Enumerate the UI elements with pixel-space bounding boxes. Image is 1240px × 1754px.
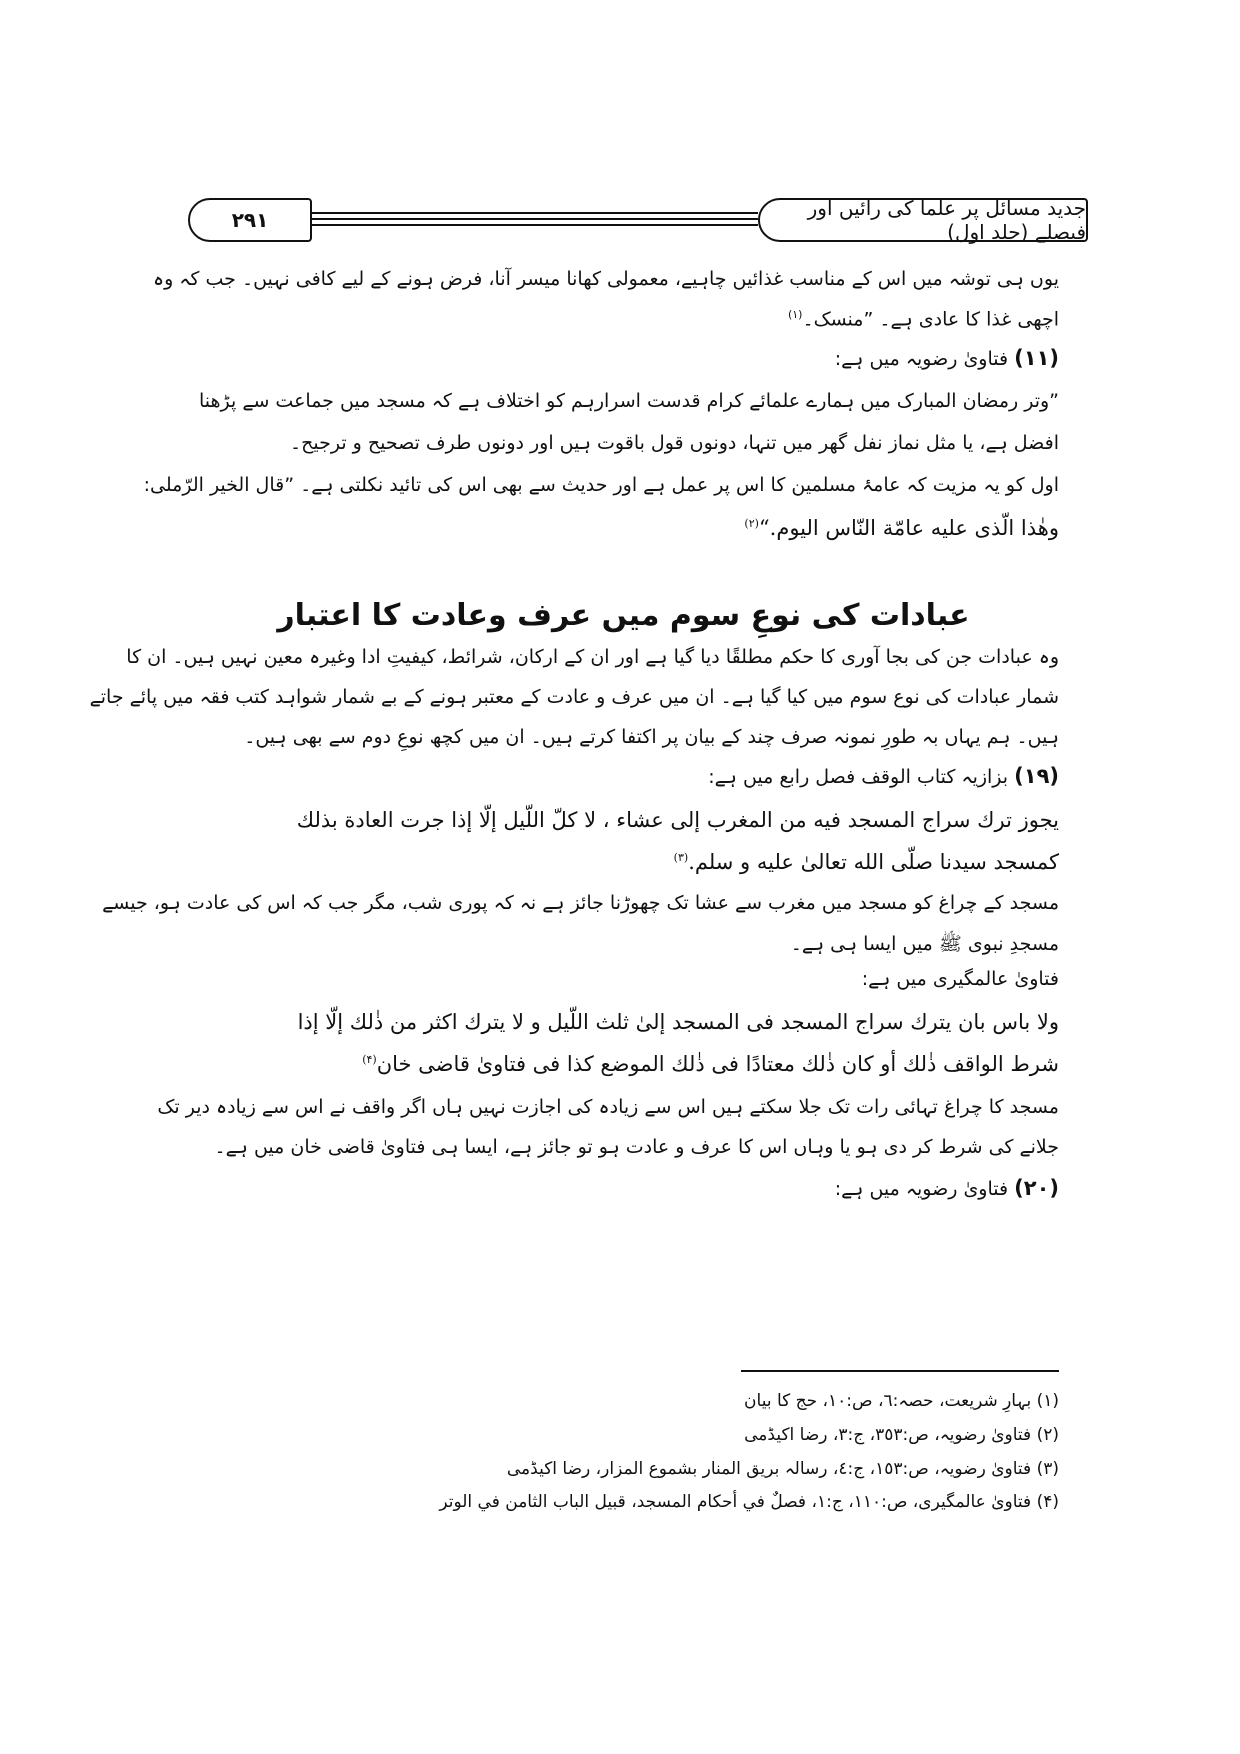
section-number: (۲۰) <box>1014 1176 1059 1200</box>
section-label: بزازیہ کتاب الوقف فصل رابع میں ہے: <box>708 766 1009 788</box>
arabic-line <box>744 516 1059 540</box>
section-label: فتاویٰ رضویہ میں ہے: <box>834 1178 1009 1200</box>
page-header <box>188 198 1088 244</box>
footnote-ref: (۱) <box>787 308 803 321</box>
text-line: مسجدِ نبوی ﷺ میں ایسا ہی ہے۔ <box>790 933 1059 955</box>
page-number: ۲۹۱ <box>188 198 312 242</box>
text-segment: کمسجد سیدنا صلّی الله تعالیٰ علیه و سلم. <box>688 850 1059 874</box>
footnote-ref: (۴) <box>362 1053 377 1066</box>
header-rule <box>312 212 758 214</box>
section-label-19 <box>708 764 1059 788</box>
arabic-line: یجوز ترك سراج المسجد فیه من المغرب إلی عشاء ، لا کلّ اللّیل إلّا إذا جرت العادة بذلك <box>296 808 1059 832</box>
section-number: (۱۹) <box>1014 764 1059 788</box>
footnote-ref: (۳) <box>673 851 689 864</box>
text-line: جلانے کی شرط کر دی ہو یا وہاں اس کا عرف و عادت ہو تو جائز ہے، ایسا ہی فتاویٰ قاضی خان میں ہے۔ <box>214 1136 1059 1158</box>
header-rule <box>312 218 758 220</box>
footnote: (۳) فتاویٰ رضویہ، ص:١٥٣، ج:٤، رسالہ بریق المنار بشموع المزار، رضا اکیڈمی <box>506 1459 1059 1479</box>
text-line: اول کو یہ مزیت کہ عامۂ مسلمین کا اس پر عمل ہے اور حدیث سے بھی اس کی تائید نکلتی ہے۔ ”قال الخیر الرّملی: <box>143 474 1059 496</box>
footnote: (۲) فتاویٰ رضویہ، ص:٣٥٣، ج:٣، رضا اکیڈمی <box>744 1425 1059 1445</box>
text-line: وہ عبادات جن کی بجا آوری کا حکم مطلقًا دیا گیا ہے اور ان کے ارکان، شرائط، کیفیتِ ادا وغیرہ معین نہیں ہیں۔ ان کا <box>126 646 1059 668</box>
arabic-line <box>674 850 1059 874</box>
footnote-divider <box>741 1370 1059 1372</box>
footnote: (۴) فتاویٰ عالمگیری، ص:١١٠، ج:١، فصلٌ في أحكام المسجد، قبيل الباب الثامن في الوتر <box>439 1492 1059 1512</box>
text-line: فتاویٰ عالمگیری میں ہے: <box>861 968 1059 990</box>
footnote: (۱) بہارِ شریعت، حصہ:٦، ص:١٠، حج کا بیان <box>744 1391 1059 1411</box>
section-label-20 <box>835 1176 1059 1200</box>
arabic-line: ولا باس بان یترك سراج المسجد فی المسجد إلیٰ ثلث اللّیل و لا یترك اکثر من ذٰلك إلّا إذا <box>297 1010 1059 1034</box>
text-segment: وھٰذا الّذی علیه عامّة النّاس الیوم.“ <box>758 516 1059 540</box>
text-line: افضل ہے، یا مثل نماز نفل گھر میں تنہا، دونوں قول باقوت ہیں اور دونوں طرف تصحیح و ترجیح۔ <box>289 432 1059 454</box>
section-heading: عبادات کی نوعِ سوم میں عرف وعادت کا اعتبار <box>277 598 970 633</box>
section-label-11 <box>835 346 1059 370</box>
text-line: شمار عبادات کی نوع سوم میں کیا گیا ہے۔ ان میں عرف و عادت کے معتبر ہونے کے بے شمار شواہد کتب فقہ میں پائے جاتے <box>89 686 1059 708</box>
text-line: ”وتر رمضان المبارک میں ہمارے علمائے کرام قدست اسرارہم کو اختلاف ہے کہ مسجد میں جماعت سے پڑھنا <box>198 390 1059 412</box>
text-segment: اچھی غذا کا عادی ہے۔ ”منسک۔ <box>802 308 1059 331</box>
book-title: جدید مسائل پر علما کی رائیں اور فیصلے (جلد اول) <box>758 198 1088 242</box>
text-segment: شرط الواقف ذٰلك أو کان ذٰلك معتادًا فی ذٰلك الموضع کذا فی فتاویٰ قاضی خان <box>376 1052 1059 1076</box>
text-line: مسجد کا چراغ تہائی رات تک جلا سکتے ہیں اس سے زیادہ کی اجازت نہیں ہاں اگر واقف نے اس سے زیادہ دیر تک <box>157 1096 1059 1118</box>
arabic-line <box>362 1052 1059 1076</box>
text-line: ہیں۔ ہم یہاں بہ طورِ نمونہ صرف چند کے بیان پر اکتفا کرتے ہیں۔ ان میں کچھ نوعِ دوم سے بھی ہیں۔ <box>244 726 1059 748</box>
text-line <box>788 308 1059 330</box>
text-line: یوں ہی توشہ میں اس کے مناسب غذائیں چاہیے، معمولی کھانا میسر آنا، فرض ہونے کے لیے کافی نہیں۔ جب کہ وہ <box>152 268 1059 290</box>
text-line: مسجد کے چراغ کو مسجد میں مغرب سے عشا تک چھوڑنا جائز ہے نہ کہ پوری شب، مگر جب کہ اس کی عادت ہو، جیسے <box>102 892 1059 914</box>
section-label: فتاویٰ رضویہ میں ہے: <box>834 348 1009 370</box>
section-number: (۱۱) <box>1014 346 1059 370</box>
footnote-ref: (۲) <box>744 517 759 530</box>
header-rule <box>312 224 758 226</box>
